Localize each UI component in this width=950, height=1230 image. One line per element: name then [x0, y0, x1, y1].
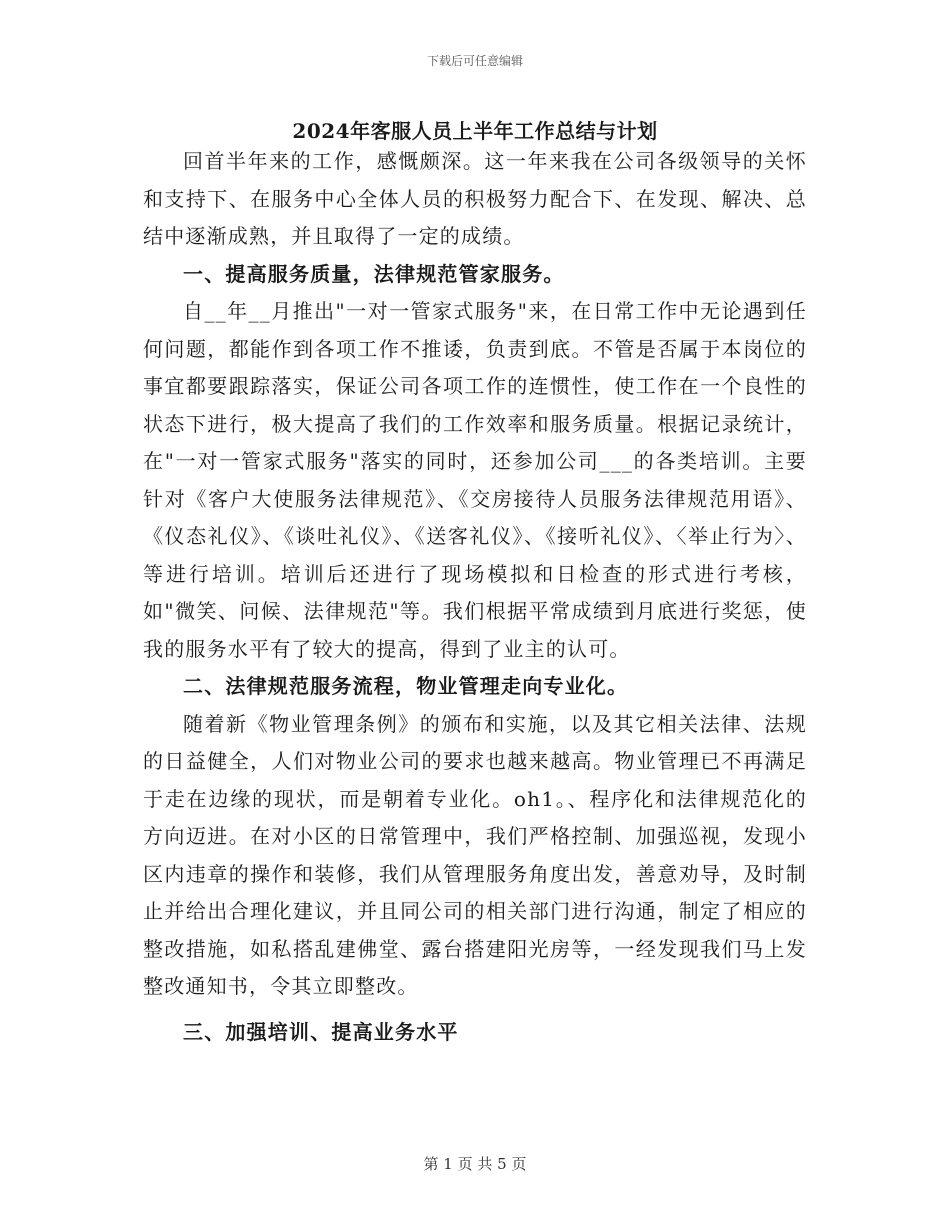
page-number: 第 1 页 共 5 页 — [423, 1155, 527, 1173]
section-2-body: 随着新《物业管理条例》的颁布和实施，以及其它相关法律、法规的日益健全，人们对物业公司的要求也越来越高。物业管理已不再满足于走在边缘的现状，而是朝着专业化。oh1。、程序化和法律规范化的方向迈进。在对小区的日常管理中，我们严格控制、加强巡视，发现小区内违章的操作和装修，我们从管理服务角度出发，善意劝导，及时制止并给出合理化建议，并且同公司的相关部门进行沟通，制定了相应的整改措施，如私搭乱建佛堂、露台搭建阳光房等，一经发现我们马上发整改通知书，令其立即整改。 — [143, 711, 807, 998]
section-2-heading: 二、法律规范服务流程，物业管理走向专业化。 — [183, 674, 629, 698]
intro-paragraph: 回首半年来的工作，感慨颇深。这一年来我在公司各级领导的关怀和支持下、在服务中心全体人员的积极努力配合下、在发现、解决、总结中逐渐成熟，并且取得了一定的成绩。 — [143, 149, 807, 248]
section-3-heading: 三、加强培训、提高业务水平 — [183, 1019, 459, 1044]
section-1-body: 自__年__月推出"一对一管家式服务"来，在日常工作中无论遇到任何问题，都能作到各项工作不推诿，负责到底。不管是否属于本岗位的事宜都要跟踪落实，保证公司各项工作的连惯性，使工作在一个良性的状态下进行，极大提高了我们的工作效率和服务质量。根据记录统计，在"一对一管家式服务"落实的同时，还参加公司___的各类培训。主要针对《客户大使服务法律规范》、《交房接待人员服务法律规范用语》、《仪态礼仪》、《谈吐礼仪》、《送客礼仪》、《接听礼仪》、〈举止行为〉、等进行培训。培训后还进行了现场模拟和日检查的形式进行考核，如"微笑、问候、法律规范"等。我们根据平常成绩到月底进行奖惩，使我的服务水平有了较大的提高，得到了业主的认可。 — [143, 299, 807, 661]
page-header: 下载后可任意编辑 — [426, 54, 523, 68]
section-1-heading: 一、提高服务质量，法律规范管家服务。 — [183, 261, 565, 286]
document-body — [143, 143, 807, 1051]
document-title: 2024年客服人员上半年工作总结与计划 — [292, 119, 658, 143]
